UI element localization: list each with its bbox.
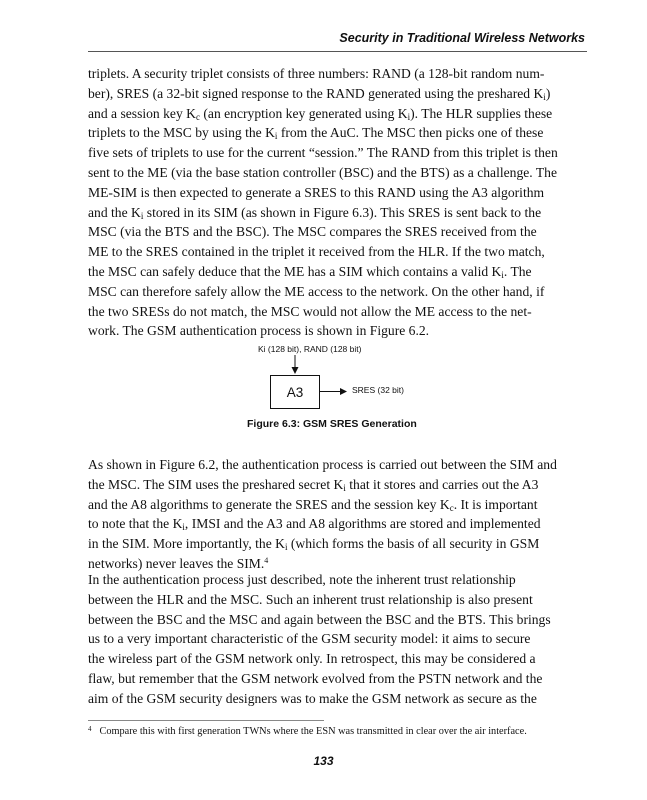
input-arrow-head [292,367,299,374]
text-line: between the HLR and the MSC. Such an inherent trust relationship is also present [88,591,533,607]
figure-input-label: Ki (128 bit), RAND (128 bit) [258,344,362,354]
text-line: to note that the $K_i$, IMSI and the A3 and A8 algorithms are stored and implemented [88,516,541,533]
text-line: triplets to the MSC by using the $K_i$ from the AuC. The MSC then picks one of these [88,125,544,142]
text-line: five sets of triplets to use for the current “session.” The RAND from this triplet is then [88,145,558,161]
text-line: the wireless part of the GSM network only. In retrospect, this may be considered a [88,651,536,667]
body-paragraph-3 [88,570,586,709]
text-line: ME to the SRES contained in the triplet it received from the HLR. If the two match, [88,244,545,260]
figure-caption: Figure 6.3: GSM SRES Generation [247,418,417,430]
text-line: flaw, but remember that the GSM network evolved from the PSTN network and the [88,670,543,686]
text-line: and a session key $K_c$ (an encryption key generated using $K_i$). The HLR supplies these [88,105,553,122]
text-line: the MSC. The SIM uses the preshared secret $K_i$ that it stores and carries out the A3 [88,476,539,493]
text-line: aim of the GSM security designers was to make the GSM network as secure as the [88,690,537,706]
text-line: As shown in Figure 6.2, the authentication process is carried out between the SIM and [88,457,557,472]
running-header-title: Security in Traditional Wireless Networks [339,31,585,45]
a3-algorithm-box: A3 [270,375,320,409]
text-line: MSC (via the BTS and the BSC). The MSC compares the SRES received from the [88,224,537,240]
text-line: us to a very important characteristic of the GSM security model: it aims to secure [88,631,531,647]
text-line: networks) never leaves the SIM.$^4$ [88,555,269,571]
text-line: and the A8 algorithms to generate the SRES and the session key $K_c$. It is important [88,496,538,513]
footnote-text: Compare this with first generation TWNs where the ESN was transmitted in clear over the air interface. [99,726,527,737]
text-line: ME-SIM is then expected to generate a SRES to this RAND using the A3 algorithm [88,184,545,200]
text-line: between the BSC and the MSC and again between the BSC and the BTS. This brings [88,611,551,627]
figure-output-label: SRES (32 bit) [352,385,404,395]
text-line: work. The GSM authentication process is shown in Figure 6.2. [88,323,430,339]
text-line: triplets. A security triplet consists of three numbers: RAND (a 128-bit random num- [88,66,545,81]
footnote-rule [88,720,324,721]
text-line: In the authentication process just described, note the inherent trust relationship [88,572,516,587]
page-number: 133 [313,754,334,768]
text-line: in the SIM. More importantly, the $K_i$ (which forms the basis of all security in GSM [88,536,540,553]
text-line: the MSC can safely deduce that the ME has a SIM which contains a valid $K_i$. The [88,263,532,280]
footnote-mark: 4 [88,725,92,733]
body-paragraph-2 [88,455,586,574]
text-line: the two SRESs do not match, the MSC would not allow the ME access to the net- [88,303,532,319]
text-line: MSC can therefore safely allow the ME access to the network. On the other hand, if [88,283,545,299]
text-line: sent to the ME (via the base station controller (BSC) and the BTS) as a challenge. The [88,164,557,180]
text-line: ber), SRES (a 32-bit signed response to the RAND generated using the preshared $K_i$) [88,85,551,102]
footnote [88,725,586,737]
text-line: and the $K_i$ stored in its SIM (as shown in Figure 6.3). This SRES is sent back to the [88,204,542,221]
output-arrow-head [340,388,347,395]
